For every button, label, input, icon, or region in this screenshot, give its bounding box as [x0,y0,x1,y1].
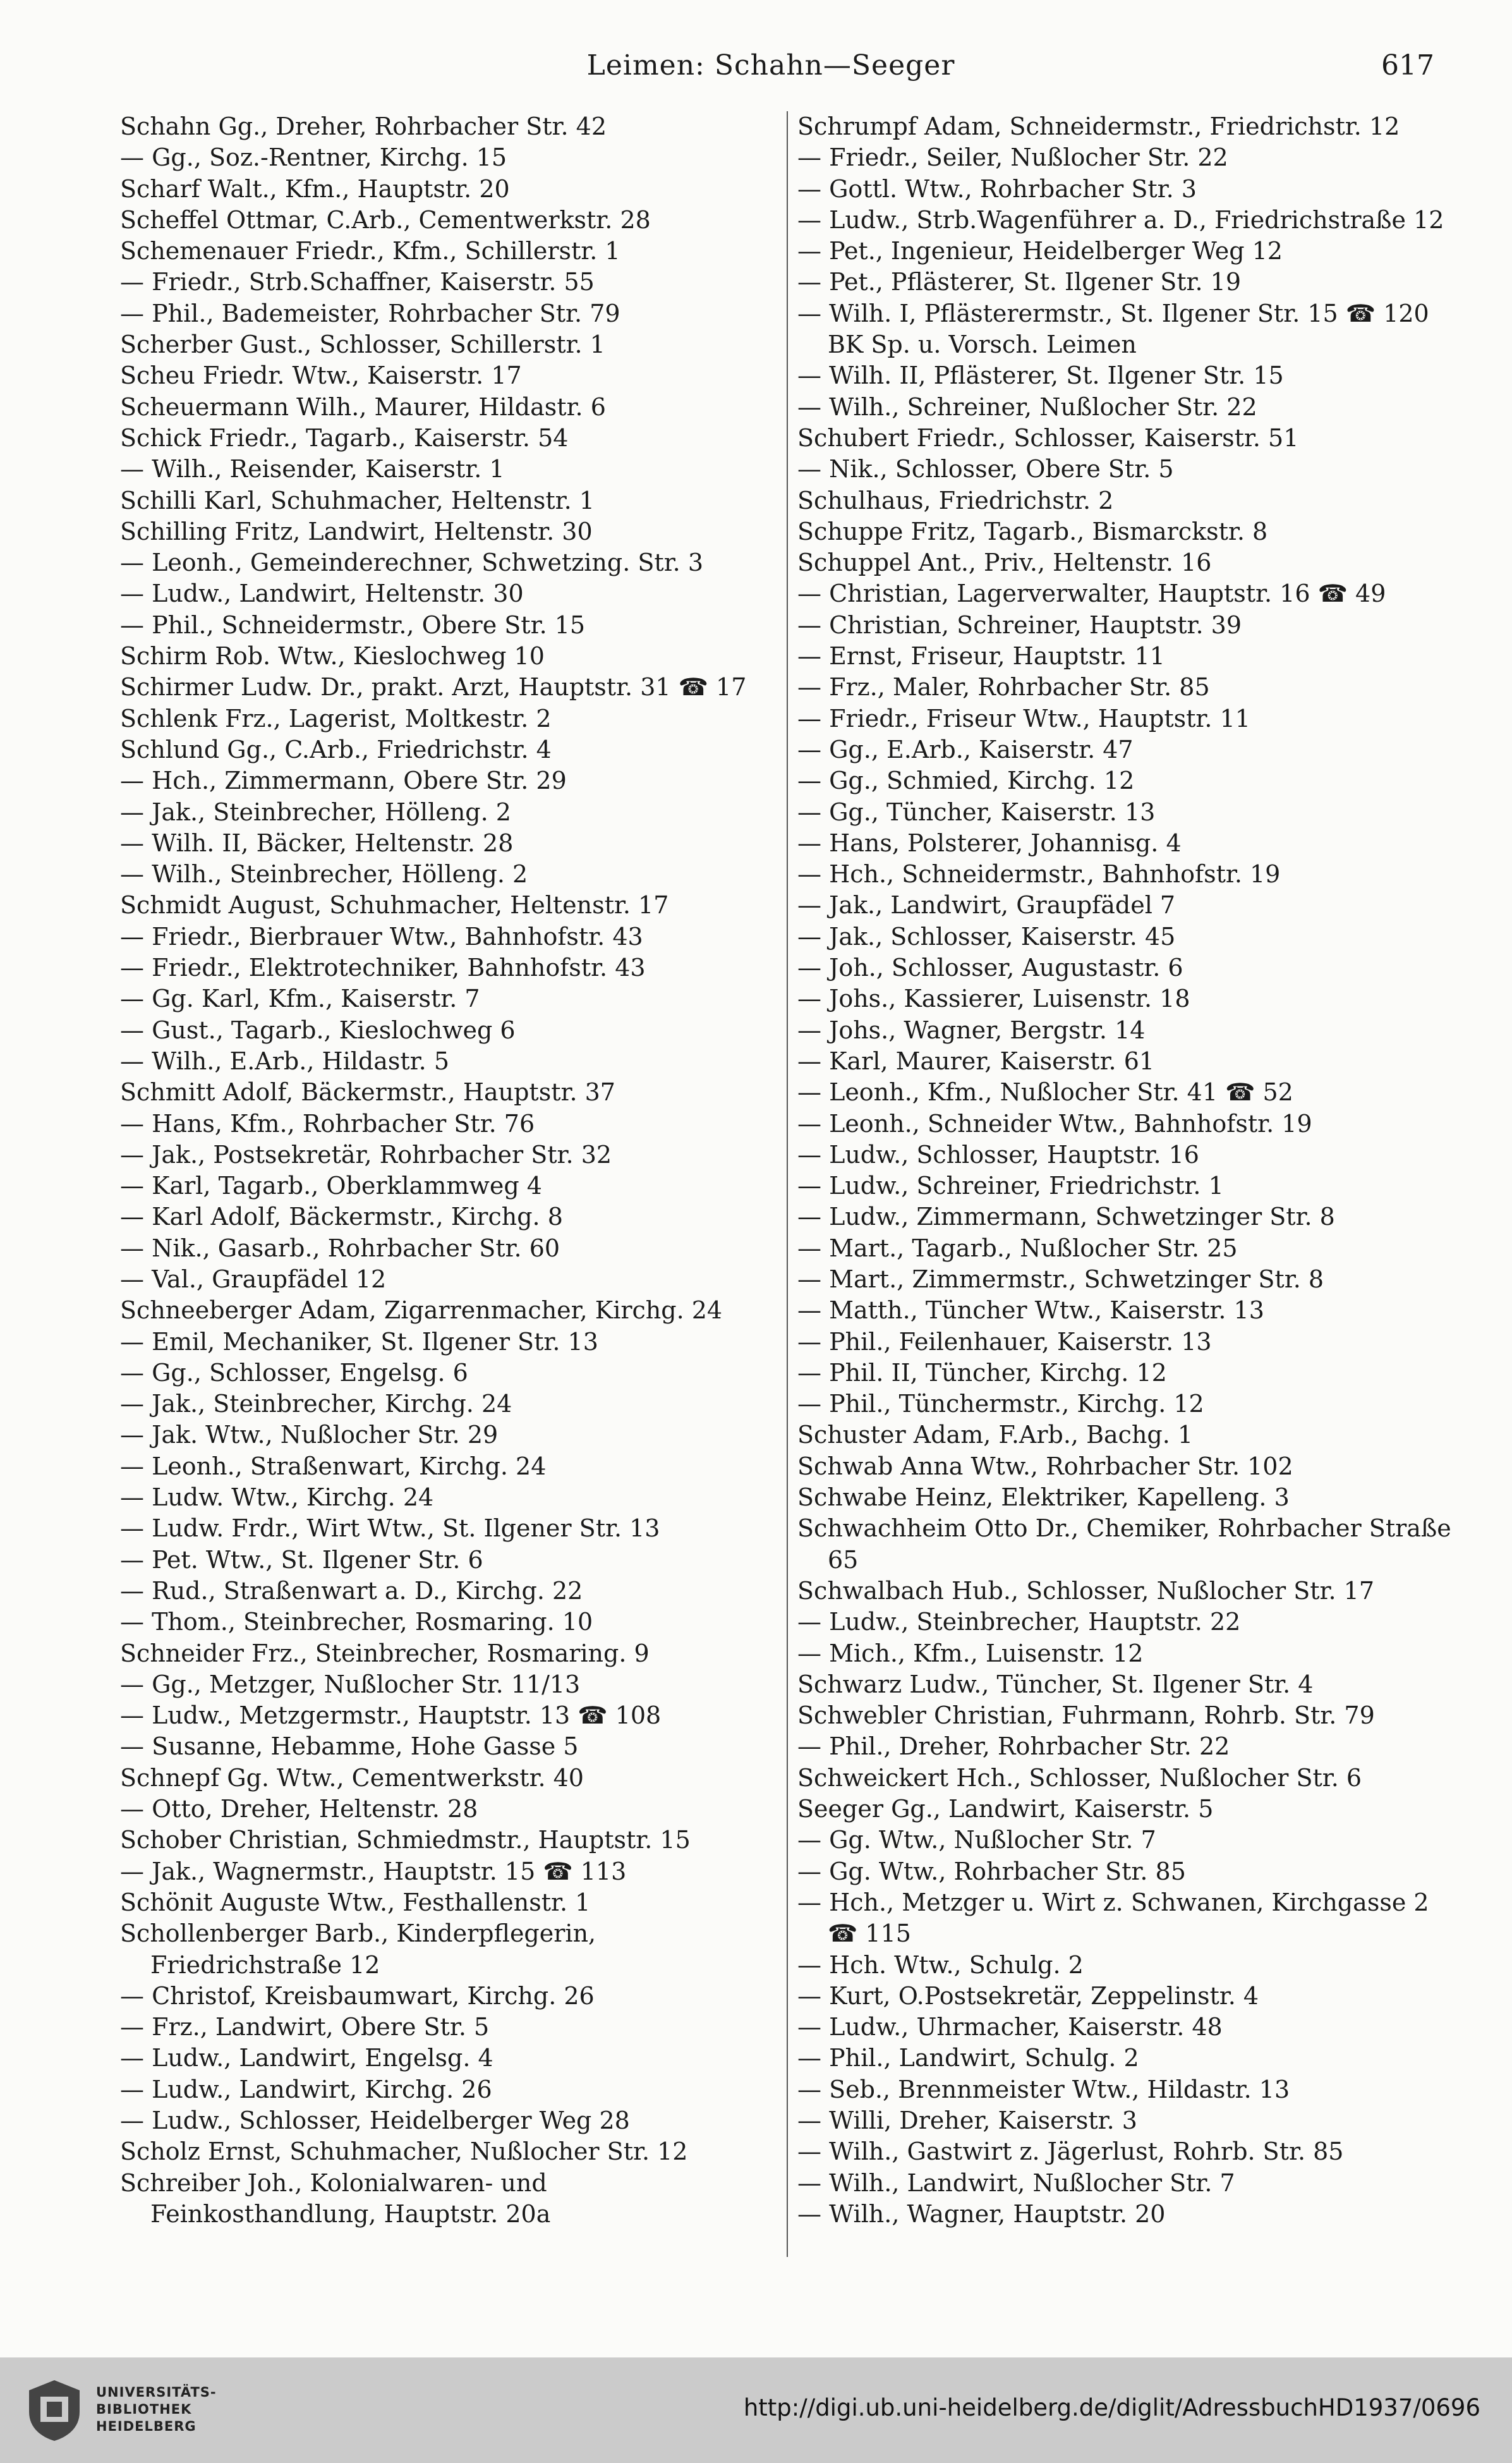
directory-entry: Schwebler Christian, Fuhrmann, Rohrb. Str. 79 [797,1701,1375,1730]
directory-entry: — Ernst, Friseur, Hauptstr. 11 [797,642,1165,671]
directory-entry: — Hch. Wtw., Schulg. 2 [797,1950,1084,1979]
directory-entry: — Hans, Polsterer, Johannisg. 4 [797,829,1182,857]
directory-entry: — Friedr., Seiler, Nußlocher Str. 22 [797,143,1228,172]
directory-entry: — Matth., Tüncher Wtw., Kaiserstr. 13 [797,1296,1264,1325]
directory-entry: — Ludw., Schlosser, Heidelberger Weg 28 [120,2107,630,2134]
directory-entry: — Friedr., Strb.Schaffner, Kaiserstr. 55 [120,268,595,296]
directory-entry: Schlund Gg., C.Arb., Friedrichstr. 4 [120,735,552,763]
directory-entry: — Ludw., Metzgermstr., Hauptstr. 13 ☎ 108 [120,1701,662,1730]
seal-icon [25,2378,83,2442]
directory-entry: — Leonh., Gemeinderechner, Schwetzing. Str. 3 [120,549,704,577]
directory-entry: Schwalbach Hub., Schlosser, Nußlocher Str. 17 [797,1576,1375,1605]
directory-entry: — Pet., Ingenieur, Heidelberger Weg 12 [797,237,1283,265]
source-url[interactable]: http://digi.ub.uni-heidelberg.de/diglit/AdressbuchHD1937/0696 [743,2394,1480,2421]
directory-entry: Schwachheim Otto Dr., Chemiker, Rohrbacher Straße 65 [797,1514,1451,1574]
directory-entry: Schlenk Frz., Lagerist, Moltkestr. 2 [120,704,552,733]
directory-entry: — Gust., Tagarb., Kieslochweg 6 [120,1016,516,1044]
directory-entry: Scheffel Ottmar, C.Arb., Cementwerkstr. 28 [120,205,651,234]
directory-entry: — Phil. II, Tüncher, Kirchg. 12 [797,1358,1167,1387]
directory-entry: — Wilh. II, Pflästerer, St. Ilgener Str. 15 [797,362,1284,390]
directory-entry: Schwabe Heinz, Elektriker, Kapelleng. 3 [797,1483,1290,1512]
directory-entry: — Frz., Maler, Rohrbacher Str. 85 [797,673,1210,702]
directory-entry: — Thom., Steinbrecher, Rosmaring. 10 [120,1608,593,1636]
directory-entry: — Phil., Feilenhauer, Kaiserstr. 13 [797,1327,1212,1356]
directory-entry: — Jak., Steinbrecher, Hölleng. 2 [120,798,511,826]
directory-entry: — Otto, Dreher, Heltenstr. 28 [120,1795,478,1823]
directory-entry: — Karl Adolf, Bäckermstr., Kirchg. 8 [120,1203,563,1231]
directory-entry: — Gg., E.Arb., Kaiserstr. 47 [797,735,1134,763]
directory-entry: Schirmer Ludw. Dr., prakt. Arzt, Hauptstr. 31 ☎ 17 [120,673,747,702]
directory-entry: — Susanne, Hebamme, Hohe Gasse 5 [120,1732,579,1761]
directory-entry: Schreiber Joh., Kolonialwaren- und Feinkosthandlung, Hauptstr. 20a [120,2168,551,2228]
directory-entry: — Friedr., Bierbrauer Wtw., Bahnhofstr. 43 [120,922,643,951]
directory-entry: — Wilh., Gastwirt z. Jägerlust, Rohrb. Str. 85 [797,2138,1344,2166]
library-logo-text: UNIVERSITÄTS- BIBLIOTHEK HEIDELBERG [96,2385,217,2434]
directory-entry: Schweickert Hch., Schlosser, Nußlocher Str. 6 [797,1763,1362,1792]
directory-entry: Schönit Auguste Wtw., Festhallenstr. 1 [120,1888,591,1916]
directory-entry: Scheuermann Wilh., Maurer, Hildastr. 6 [120,392,606,421]
directory-entry: — Seb., Brennmeister Wtw., Hildastr. 13 [797,2075,1290,2103]
directory-entry: — Phil., Tünchermstr., Kirchg. 12 [797,1390,1204,1418]
directory-entry: Schmidt August, Schuhmacher, Heltenstr. 17 [120,891,669,920]
directory-entry: Schmitt Adolf, Bäckermstr., Hauptstr. 37 [120,1078,615,1107]
directory-entry: — Nik., Gasarb., Rohrbacher Str. 60 [120,1234,560,1262]
right-column [797,111,1461,2273]
page-title: Leimen: Schahn—Seeger [586,49,955,82]
directory-entry: — Christof, Kreisbaumwart, Kirchg. 26 [120,1981,595,2010]
directory-entry: Scherber Gust., Schlosser, Schillerstr. 1 [120,331,605,359]
directory-entry: — Nik., Schlosser, Obere Str. 5 [797,455,1174,483]
directory-entry: — Ludw., Landwirt, Heltenstr. 30 [120,580,524,608]
directory-entry: Schick Friedr., Tagarb., Kaiserstr. 54 [120,423,569,452]
directory-entry: — Hch., Zimmermann, Obere Str. 29 [120,767,567,795]
directory-entry: Schrumpf Adam, Schneidermstr., Friedrichstr. 12 [797,113,1400,140]
directory-entry: — Gg., Tüncher, Kaiserstr. 13 [797,798,1156,826]
directory-entry: Schneeberger Adam, Zigarrenmacher, Kirchg. 24 [120,1296,723,1325]
directory-entry: — Ludw., Zimmermann, Schwetzinger Str. 8 [797,1203,1335,1231]
directory-entry: — Wilh., Schreiner, Nußlocher Str. 22 [797,392,1257,421]
directory-entry: Scharf Walt., Kfm., Hauptstr. 20 [120,174,510,203]
directory-entry: — Gg., Metzger, Nußlocher Str. 11/13 [120,1670,581,1698]
directory-entry: — Mich., Kfm., Luisenstr. 12 [797,1639,1144,1667]
directory-entry: — Wilh., Landwirt, Nußlocher Str. 7 [797,2168,1235,2197]
directory-entry: — Ludw., Landwirt, Engelsg. 4 [120,2044,493,2072]
directory-entry: — Pet. Wtw., St. Ilgener Str. 6 [120,1545,483,1574]
directory-entry: Schuster Adam, F.Arb., Bachg. 1 [797,1421,1194,1449]
directory-entry: Schubert Friedr., Schlosser, Kaiserstr. 51 [797,423,1299,452]
directory-entry: — Johs., Kassierer, Luisenstr. 18 [797,985,1190,1013]
directory-entry: — Christian, Schreiner, Hauptstr. 39 [797,611,1242,639]
directory-entry: Schwab Anna Wtw., Rohrbacher Str. 102 [797,1452,1293,1480]
directory-entry: — Phil., Dreher, Rohrbacher Str. 22 [797,1732,1230,1761]
directory-entry: — Ludw., Steinbrecher, Hauptstr. 22 [797,1608,1241,1636]
directory-entry: — Jak., Schlosser, Kaiserstr. 45 [797,922,1176,951]
directory-entry: — Friedr., Friseur Wtw., Hauptstr. 11 [797,704,1250,733]
directory-entry: Seeger Gg., Landwirt, Kaiserstr. 5 [797,1795,1214,1823]
directory-entry: — Mart., Tagarb., Nußlocher Str. 25 [797,1234,1238,1262]
directory-entry: — Karl, Tagarb., Oberklammweg 4 [120,1172,542,1200]
directory-entry: — Rud., Straßenwart a. D., Kirchg. 22 [120,1576,583,1605]
directory-entry: — Willi, Dreher, Kaiserstr. 3 [797,2107,1137,2134]
directory-entry: — Jak., Steinbrecher, Kirchg. 24 [120,1390,512,1418]
directory-entry: — Jak., Landwirt, Graupfädel 7 [797,891,1176,920]
directory-entry: — Ludw., Schlosser, Hauptstr. 16 [797,1140,1199,1169]
directory-entry: — Wilh., Reisender, Kaiserstr. 1 [120,455,505,483]
directory-entry: — Hch., Metzger u. Wirt z. Schwanen, Kirchgasse 2 ☎ 115 [797,1888,1429,1948]
directory-entry: Schollenberger Barb., Kinderpflegerin, Friedrichstraße 12 [120,1919,596,1979]
directory-entry: — Wilh. II, Bäcker, Heltenstr. 28 [120,829,514,857]
directory-entry: Scheu Friedr. Wtw., Kaiserstr. 17 [120,362,522,390]
directory-entry: Schemenauer Friedr., Kfm., Schillerstr. 1 [120,237,620,265]
directory-entry: Schuppe Fritz, Tagarb., Bismarckstr. 8 [797,517,1268,545]
directory-entry: — Hans, Kfm., Rohrbacher Str. 76 [120,1109,535,1138]
directory-entry: Schneider Frz., Steinbrecher, Rosmaring. 9 [120,1639,650,1667]
directory-entry: — Ludw., Uhrmacher, Kaiserstr. 48 [797,2013,1223,2041]
directory-entry: — Jak., Wagnermstr., Hauptstr. 15 ☎ 113 [120,1857,627,1885]
directory-entry: — Wilh. I, Pflästerermstr., St. Ilgener Str. 15 ☎ 120 BK Sp. u. Vorsch. Leimen [797,299,1429,359]
left-column [120,111,780,2273]
directory-entry: — Phil., Schneidermstr., Obere Str. 15 [120,611,586,639]
column-divider [787,111,788,2257]
directory-entry: — Val., Graupfädel 12 [120,1265,387,1293]
directory-entry: — Phil., Landwirt, Schulg. 2 [797,2044,1139,2072]
directory-entry: — Mart., Zimmermstr., Schwetzinger Str. 8 [797,1265,1324,1293]
directory-entry: Schober Christian, Schmiedmstr., Hauptstr. 15 [120,1826,691,1854]
directory-entry: — Wilh., Wagner, Hauptstr. 20 [797,2199,1166,2228]
directory-entry: — Gg., Soz.-Rentner, Kirchg. 15 [120,143,507,172]
directory-entry: — Gg., Schmied, Kirchg. 12 [797,767,1135,795]
directory-entry: — Frz., Landwirt, Obere Str. 5 [120,2013,490,2041]
directory-entry: — Phil., Bademeister, Rohrbacher Str. 79 [120,299,620,327]
directory-entry: — Ludw. Frdr., Wirt Wtw., St. Ilgener Str. 13 [120,1514,660,1543]
directory-entry: — Joh., Schlosser, Augustastr. 6 [797,954,1183,982]
directory-entry: — Johs., Wagner, Bergstr. 14 [797,1016,1146,1044]
directory-entry: Schuppel Ant., Priv., Heltenstr. 16 [797,549,1212,577]
directory-entry: Schilli Karl, Schuhmacher, Heltenstr. 1 [120,486,595,514]
directory-entry: — Gg. Wtw., Rohrbacher Str. 85 [797,1857,1186,1885]
directory-entry: — Leonh., Kfm., Nußlocher Str. 41 ☎ 52 [797,1078,1293,1107]
directory-entry: — Ludw., Schreiner, Friedrichstr. 1 [797,1172,1224,1200]
directory-entry: — Wilh., E.Arb., Hildastr. 5 [120,1047,449,1075]
directory-entry: — Christian, Lagerverwalter, Hauptstr. 16 ☎ 49 [797,580,1386,608]
directory-entry: Schirm Rob. Wtw., Kieslochweg 10 [120,642,545,671]
directory-entry: — Friedr., Elektrotechniker, Bahnhofstr. 43 [120,954,646,982]
directory-entry: Schulhaus, Friedrichstr. 2 [797,486,1114,514]
directory-entry: — Wilh., Steinbrecher, Hölleng. 2 [120,860,528,889]
page-header [107,49,1434,94]
directory-entry: Schilling Fritz, Landwirt, Heltenstr. 30 [120,517,593,545]
directory-entry: — Pet., Pflästerer, St. Ilgener Str. 19 [797,268,1242,296]
directory-entry: Scholz Ernst, Schuhmacher, Nußlocher Str. 12 [120,2138,688,2166]
directory-entry: — Gg. Karl, Kfm., Kaiserstr. 7 [120,985,480,1013]
directory-entry: Schnepf Gg. Wtw., Cementwerkstr. 40 [120,1763,584,1792]
directory-entry: Schwarz Ludw., Tüncher, St. Ilgener Str. 4 [797,1670,1314,1698]
directory-entry: — Ludw., Landwirt, Kirchg. 26 [120,2075,492,2103]
directory-entry: — Ludw. Wtw., Kirchg. 24 [120,1483,434,1512]
directory-entry: Schahn Gg., Dreher, Rohrbacher Str. 42 [120,113,607,140]
directory-entry: — Gg., Schlosser, Engelsg. 6 [120,1358,468,1387]
directory-entry: — Jak. Wtw., Nußlocher Str. 29 [120,1421,499,1449]
directory-entry: — Jak., Postsekretär, Rohrbacher Str. 32 [120,1140,612,1169]
footer-band [0,2357,1512,2463]
directory-entry: — Emil, Mechaniker, St. Ilgener Str. 13 [120,1327,598,1356]
directory-entry: — Ludw., Strb.Wagenführer a. D., Friedrichstraße 12 [797,205,1444,234]
directory-entry: — Leonh., Straßenwart, Kirchg. 24 [120,1452,547,1480]
page-number: 617 [1381,49,1434,82]
directory-entry: — Kurt, O.Postsekretär, Zeppelinstr. 4 [797,1981,1259,2010]
directory-entry: — Leonh., Schneider Wtw., Bahnhofstr. 19 [797,1109,1312,1138]
directory-entry: — Karl, Maurer, Kaiserstr. 61 [797,1047,1155,1075]
directory-entry: — Gg. Wtw., Nußlocher Str. 7 [797,1826,1156,1854]
directory-entry: — Hch., Schneidermstr., Bahnhofstr. 19 [797,860,1281,889]
directory-entry: — Gottl. Wtw., Rohrbacher Str. 3 [797,174,1197,203]
